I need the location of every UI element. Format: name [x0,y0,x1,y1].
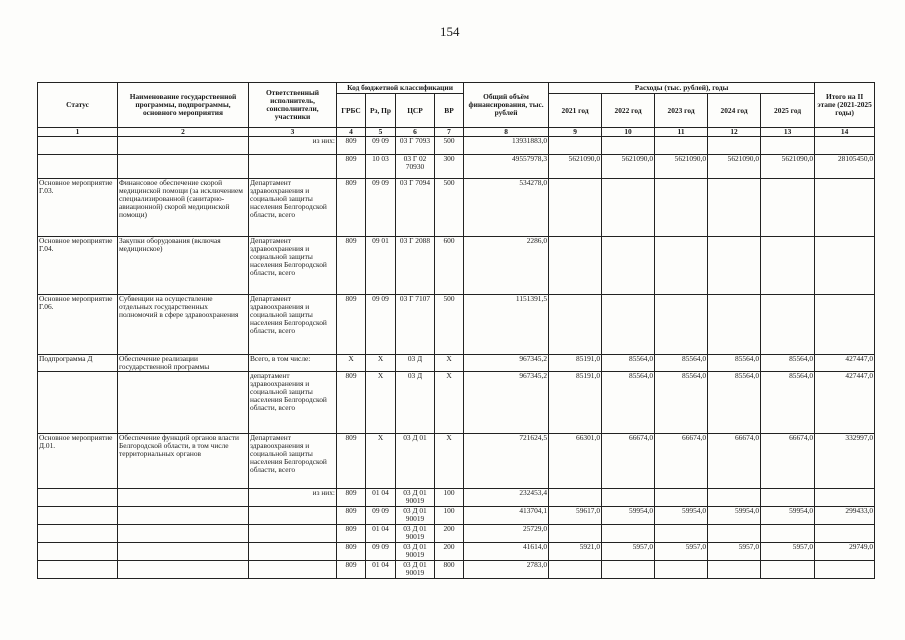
status-cell [38,524,118,542]
header-name: Наименование государственной программы, подпрограммы, основного мероприятия [118,83,249,128]
year-2022-cell: 59954,0 [602,506,655,524]
table-row [38,155,875,179]
rzpr-cell: 01 04 [366,488,396,506]
csr-cell: 03 Д [396,371,435,433]
table-row [38,355,875,372]
grbs-cell: 809 [337,542,366,560]
year-2022-cell [602,295,655,355]
responsible-cell: Департамент здравоохранения и социальной защиты населения Белгородской области, всего [249,295,337,355]
stage2-total-cell [815,295,875,355]
table-row [38,542,875,560]
year-2021-cell: 59617,0 [549,506,602,524]
page-number: 154 [440,24,460,39]
total-cell: 13931883,0 [464,137,549,155]
year-2021-cell: 85191,0 [549,371,602,433]
vr-cell: 500 [435,179,464,237]
year-2024-cell [708,179,761,237]
rzpr-cell: Х [366,355,396,372]
header-grbs: ГРБС [337,94,366,128]
table-body [38,137,875,579]
responsible-cell: Департамент здравоохранения и социальной защиты населения Белгородской области, всего [249,237,337,295]
vr-cell: Х [435,433,464,488]
year-2023-cell: 85564,0 [655,371,708,433]
responsible-cell [249,524,337,542]
rzpr-cell: 09 09 [366,137,396,155]
year-2023-cell [655,488,708,506]
status-cell: Основное мероприятие Д.01. [38,433,118,488]
name-cell [118,488,249,506]
csr-cell: 03 Г 7093 [396,137,435,155]
column-number: 14 [815,128,875,137]
year-2022-cell [602,524,655,542]
year-2025-cell: 5957,0 [761,542,815,560]
header-total: Общий объём финансирования, тыс. рублей [464,83,549,128]
rzpr-cell: 09 09 [366,295,396,355]
year-2024-cell [708,524,761,542]
year-2024-cell [708,295,761,355]
year-2022-cell: 5957,0 [602,542,655,560]
vr-cell: 500 [435,295,464,355]
year-2025-cell [761,237,815,295]
column-number: 3 [249,128,337,137]
csr-cell: 03 Д 01 90019 [396,542,435,560]
year-2021-cell [549,524,602,542]
stage2-total-cell: 332997,0 [815,433,875,488]
stage2-total-cell: 427447,0 [815,371,875,433]
table-row [38,506,875,524]
column-number: 5 [366,128,396,137]
name-cell [118,137,249,155]
year-2021-cell: 66301,0 [549,433,602,488]
column-number: 13 [761,128,815,137]
name-cell [118,506,249,524]
year-2025-cell [761,488,815,506]
year-2023-cell: 5957,0 [655,542,708,560]
year-2022-cell [602,179,655,237]
header-budget-code: Код бюджетной классификации [337,83,464,94]
grbs-cell: 809 [337,488,366,506]
stage2-total-cell [815,237,875,295]
table-row [38,295,875,355]
year-2024-cell: 5957,0 [708,542,761,560]
year-2024-cell: 85564,0 [708,371,761,433]
responsible-cell [249,155,337,179]
name-cell [118,371,249,433]
responsible-cell: департамент здравоохранения и социальной защиты населения Белгородской области, всего [249,371,337,433]
year-2021-cell [549,488,602,506]
year-2025-cell: 66674,0 [761,433,815,488]
csr-cell: 03 Д 01 90019 [396,524,435,542]
name-cell [118,524,249,542]
csr-cell: 03 Д 01 90019 [396,506,435,524]
year-2023-cell: 66674,0 [655,433,708,488]
year-2023-cell [655,524,708,542]
column-number: 7 [435,128,464,137]
total-cell: 49557978,3 [464,155,549,179]
status-cell [38,371,118,433]
vr-cell: Х [435,371,464,433]
header-2022: 2022 год [602,94,655,128]
total-cell: 41614,0 [464,542,549,560]
year-2022-cell: 85564,0 [602,355,655,372]
stage2-total-cell [815,137,875,155]
rzpr-cell: 01 04 [366,524,396,542]
total-cell: 232453,4 [464,488,549,506]
total-cell: 413704,1 [464,506,549,524]
budget-table [37,82,875,579]
column-number: 6 [396,128,435,137]
grbs-cell: 809 [337,237,366,295]
vr-cell: 600 [435,237,464,295]
year-2025-cell [761,524,815,542]
csr-cell: 03 Г 7107 [396,295,435,355]
year-2022-cell: 85564,0 [602,371,655,433]
year-2025-cell: 85564,0 [761,371,815,433]
column-number: 9 [549,128,602,137]
column-number: 1 [38,128,118,137]
total-cell: 721624,5 [464,433,549,488]
year-2023-cell: 59954,0 [655,506,708,524]
stage2-total-cell [815,179,875,237]
header-2025: 2025 год [761,94,815,128]
status-cell: Основное мероприятие Г.06. [38,295,118,355]
name-cell [118,155,249,179]
stage2-total-cell [815,524,875,542]
name-cell: Субвенции на осуществление отдельных государственных полномочий в сфере здравоохранения [118,295,249,355]
csr-cell: 03 Г 7094 [396,179,435,237]
year-2021-cell: 85191,0 [549,355,602,372]
table-row [38,488,875,506]
stage2-total-cell [815,488,875,506]
year-2021-cell: 5921,0 [549,542,602,560]
responsible-cell: из них: [249,488,337,506]
table-row [38,433,875,488]
grbs-cell: 809 [337,155,366,179]
table-row [38,560,875,578]
column-number: 12 [708,128,761,137]
responsible-cell [249,542,337,560]
responsible-cell: Всего, в том числе: [249,355,337,372]
grbs-cell: 809 [337,137,366,155]
grbs-cell: 809 [337,524,366,542]
responsible-cell: Департамент здравоохранения и социальной защиты населения Белгородской области, всего [249,433,337,488]
column-number: 11 [655,128,708,137]
name-cell: Закупки оборудования (включая медицинское) [118,237,249,295]
year-2024-cell [708,488,761,506]
csr-cell: 03 Г 2088 [396,237,435,295]
year-2025-cell: 85564,0 [761,355,815,372]
year-2024-cell [708,137,761,155]
table-row [38,524,875,542]
year-2022-cell: 5621090,0 [602,155,655,179]
column-number: 2 [118,128,249,137]
vr-cell: 100 [435,488,464,506]
rzpr-cell: 09 01 [366,237,396,295]
year-2022-cell [602,237,655,295]
grbs-cell: 809 [337,295,366,355]
status-cell: Подпрограмма Д [38,355,118,372]
stage2-total-cell: 299433,0 [815,506,875,524]
status-cell [38,488,118,506]
status-cell [38,560,118,578]
table-row [38,371,875,433]
header-2021: 2021 год [549,94,602,128]
header-rzpr: Рз, Пр [366,94,396,128]
total-cell: 1151391,5 [464,295,549,355]
rzpr-cell: 09 09 [366,179,396,237]
year-2023-cell: 85564,0 [655,355,708,372]
year-2023-cell [655,237,708,295]
year-2022-cell: 66674,0 [602,433,655,488]
year-2021-cell [549,179,602,237]
status-cell [38,137,118,155]
rzpr-cell: 09 09 [366,542,396,560]
year-2025-cell [761,295,815,355]
responsible-cell [249,560,337,578]
year-2024-cell [708,237,761,295]
year-2021-cell [549,560,602,578]
grbs-cell: 809 [337,506,366,524]
header-stage2: Итого на II этапе (2021-2025 годы) [815,83,875,128]
year-2021-cell [549,137,602,155]
vr-cell: 300 [435,155,464,179]
table-row [38,237,875,295]
total-cell: 25729,0 [464,524,549,542]
year-2024-cell: 85564,0 [708,355,761,372]
rzpr-cell: 10 03 [366,155,396,179]
total-cell: 2783,0 [464,560,549,578]
header-vr: ВР [435,94,464,128]
year-2025-cell: 59954,0 [761,506,815,524]
csr-cell: 03 Д 01 90019 [396,488,435,506]
status-cell [38,506,118,524]
year-2022-cell [602,560,655,578]
year-2025-cell: 5621090,0 [761,155,815,179]
csr-cell: 03 Д [396,355,435,372]
header-2023: 2023 год [655,94,708,128]
rzpr-cell: 09 09 [366,506,396,524]
total-cell: 967345,2 [464,355,549,372]
grbs-cell: Х [337,355,366,372]
vr-cell: 800 [435,560,464,578]
header-csr: ЦСР [396,94,435,128]
total-cell: 967345,2 [464,371,549,433]
year-2023-cell [655,179,708,237]
table-row [38,179,875,237]
header-responsible: Ответственный исполнитель, соисполнители, участники [249,83,337,128]
year-2024-cell [708,560,761,578]
responsible-cell: Департамент здравоохранения и социальной защиты населения Белгородской области, всего [249,179,337,237]
stage2-total-cell: 29749,0 [815,542,875,560]
vr-cell: 500 [435,137,464,155]
column-number: 10 [602,128,655,137]
total-cell: 2286,0 [464,237,549,295]
year-2022-cell [602,137,655,155]
csr-cell: 03 Д 01 90019 [396,560,435,578]
year-2023-cell [655,295,708,355]
year-2021-cell [549,295,602,355]
rzpr-cell: Х [366,433,396,488]
header-status: Статус [38,83,118,128]
status-cell: Основное мероприятие Г.04. [38,237,118,295]
grbs-cell: 809 [337,371,366,433]
status-cell [38,542,118,560]
status-cell: Основное мероприятие Г.03. [38,179,118,237]
vr-cell: 200 [435,524,464,542]
csr-cell: 03 Г 02 70930 [396,155,435,179]
name-cell [118,560,249,578]
column-number: 4 [337,128,366,137]
name-cell: Обеспечение функций органов власти Белгородской области, в том числе территориальных органов [118,433,249,488]
status-cell [38,155,118,179]
name-cell [118,542,249,560]
year-2022-cell [602,488,655,506]
header-expenses: Расходы (тыс. рублей), годы [549,83,815,94]
vr-cell: Х [435,355,464,372]
rzpr-cell: Х [366,371,396,433]
name-cell: Обеспечение реализации государственной программы [118,355,249,372]
year-2025-cell [761,137,815,155]
stage2-total-cell: 28105450,0 [815,155,875,179]
year-2023-cell [655,137,708,155]
stage2-total-cell [815,560,875,578]
year-2025-cell [761,560,815,578]
year-2024-cell: 59954,0 [708,506,761,524]
responsible-cell: из них: [249,137,337,155]
total-cell: 534278,0 [464,179,549,237]
year-2021-cell: 5621090,0 [549,155,602,179]
responsible-cell [249,506,337,524]
year-2023-cell: 5621090,0 [655,155,708,179]
year-2024-cell: 5621090,0 [708,155,761,179]
rzpr-cell: 01 04 [366,560,396,578]
year-2021-cell [549,237,602,295]
stage2-total-cell: 427447,0 [815,355,875,372]
vr-cell: 200 [435,542,464,560]
year-2023-cell [655,560,708,578]
year-2025-cell [761,179,815,237]
table-row [38,137,875,155]
name-cell: Финансовое обеспечение скорой медицинской помощи (за исключением специализированной (санитарно-авиационной) скорой медицинской помощи) [118,179,249,237]
year-2024-cell: 66674,0 [708,433,761,488]
header-2024: 2024 год [708,94,761,128]
grbs-cell: 809 [337,560,366,578]
column-number: 8 [464,128,549,137]
grbs-cell: 809 [337,179,366,237]
csr-cell: 03 Д 01 [396,433,435,488]
vr-cell: 100 [435,506,464,524]
grbs-cell: 809 [337,433,366,488]
